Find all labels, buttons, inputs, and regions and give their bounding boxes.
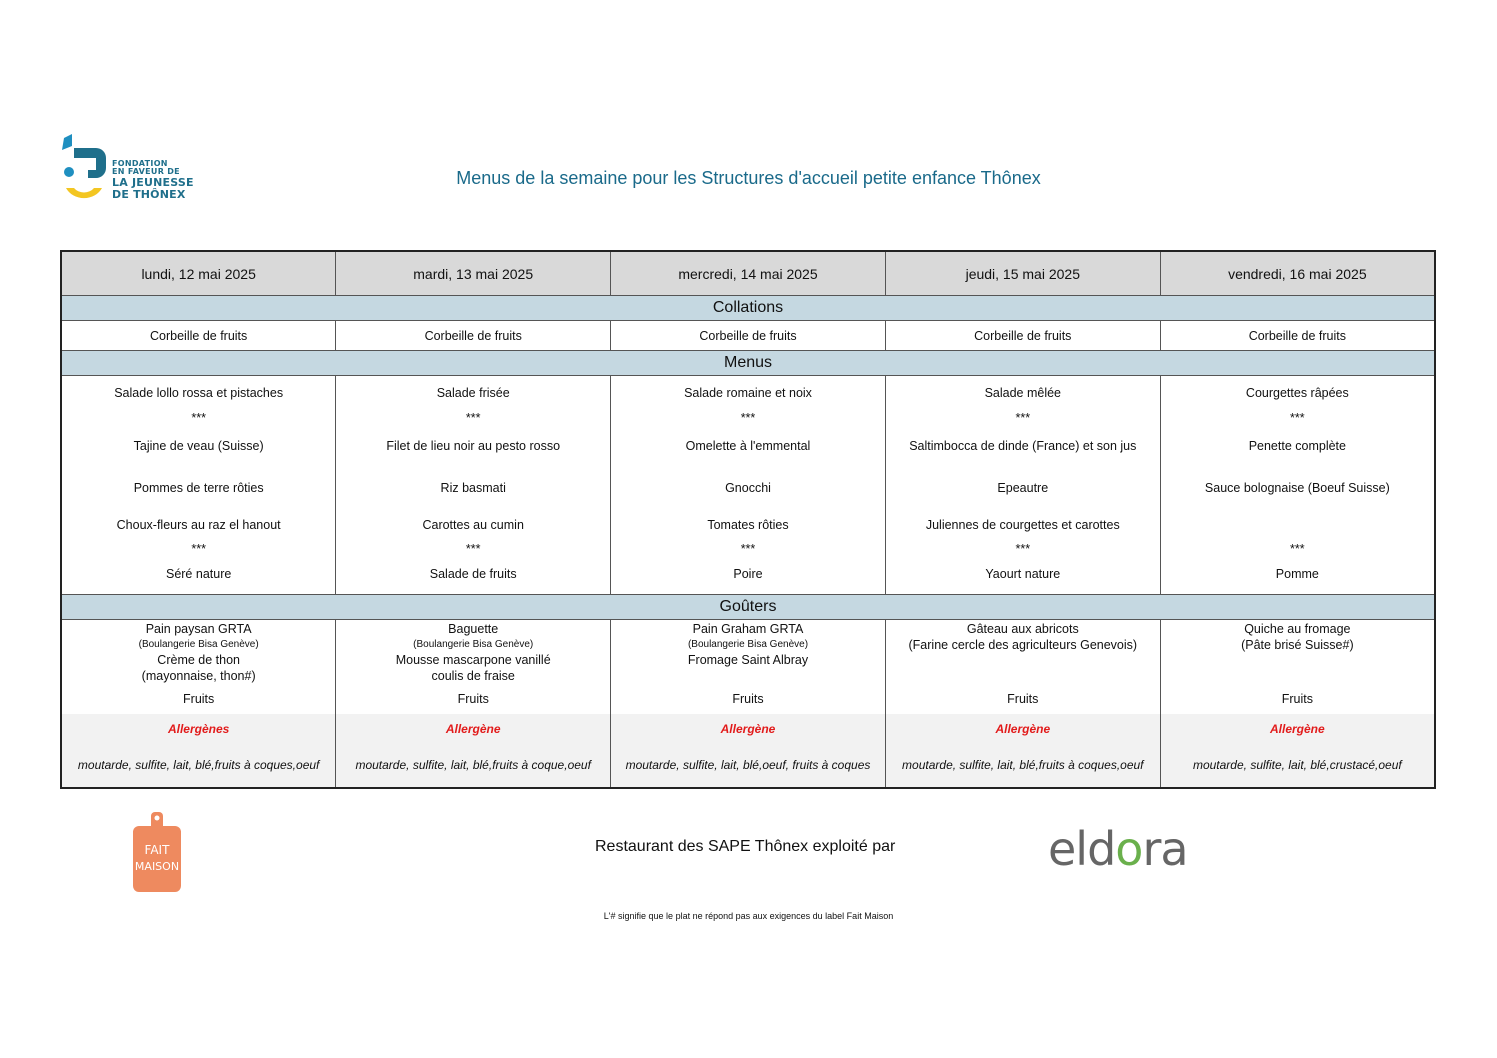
menu-plat: Filet de lieu noir au pesto rosso [386, 439, 561, 453]
gouter-fruits: Fruits [457, 692, 489, 706]
collation-cell: Corbeille de fruits [885, 321, 1160, 351]
page-title: Menus de la semaine pour les Structures d'accueil petite enfance Thônex [456, 168, 1041, 188]
allergen-cell-content [62, 714, 335, 787]
menu-cell-content [611, 376, 885, 594]
org-name-line1: FONDATION [112, 159, 168, 168]
allergen-cell [611, 714, 886, 788]
gouter-cell [885, 620, 1160, 715]
fait-maison-line2: MAISON [134, 860, 180, 873]
allergen-title: Allergène [995, 722, 1051, 736]
gouter-fruits: Fruits [183, 692, 215, 706]
collation-cell: Corbeille de fruits [1160, 321, 1435, 351]
menu-sep1: *** [1290, 411, 1305, 425]
menu-sep2: *** [740, 542, 756, 556]
day-header: jeudi, 15 mai 2025 [885, 251, 1160, 296]
menu-entree: Salade lollo rossa et pistaches [114, 386, 284, 400]
allergen-cell [885, 714, 1160, 788]
gouter-lines [611, 620, 885, 668]
allergen-cell-content [886, 714, 1160, 787]
gouter-lines [336, 620, 610, 684]
days-header-row [61, 251, 1435, 296]
menu-dessert: Poire [733, 567, 763, 581]
allergen-title: Allergène [445, 722, 501, 736]
menu-accomp1: Riz basmati [440, 481, 506, 495]
collation-cell: Corbeille de fruits [61, 321, 336, 351]
menu-dessert: Pomme [1275, 567, 1319, 581]
gouter-line: Baguette [448, 622, 499, 636]
gouter-line: (Boulangerie Bisa Genève) [413, 639, 534, 650]
menu-cell-content [886, 376, 1160, 594]
menu-cell [1160, 376, 1435, 595]
menu-accomp1: Sauce bolognaise (Boeuf Suisse) [1204, 481, 1390, 495]
menu-cell [336, 376, 611, 595]
allergen-cell [61, 714, 336, 788]
menu-dessert: Yaourt nature [985, 567, 1061, 581]
allergen-title: Allergène [720, 722, 776, 736]
gouter-cell-content [1161, 620, 1434, 714]
section-row-menus [61, 351, 1435, 376]
allergen-list: moutarde, sulfite, lait, blé,fruits à coque,oeuf [355, 758, 591, 772]
menu-sep2: *** [465, 542, 481, 556]
menu-accomp1: Gnocchi [725, 481, 771, 495]
menu-table [60, 250, 1436, 789]
section-row-gouters [61, 595, 1435, 620]
gouter-fruits: Fruits [732, 692, 764, 706]
fait-maison-line1: FAIT [144, 843, 170, 857]
gouter-line: (Boulangerie Bisa Genève) [138, 639, 259, 650]
gouter-lines [1161, 620, 1434, 653]
menu-accomp1: Epeautre [997, 481, 1049, 495]
day-header: mercredi, 14 mai 2025 [611, 251, 886, 296]
gouter-line: (Pâte brisé Suisse#) [1241, 638, 1354, 652]
gouter-line: (Boulangerie Bisa Genève) [687, 639, 809, 650]
allergen-list: moutarde, sulfite, lait, blé,oeuf, fruits à coques [625, 758, 871, 772]
allergen-cell [336, 714, 611, 788]
menu-cell [61, 376, 336, 595]
menu-sep1: *** [740, 411, 756, 425]
gouter-fruits: Fruits [1281, 692, 1313, 706]
collation-cell: Corbeille de fruits [611, 321, 886, 351]
allergen-cell [1160, 714, 1435, 788]
gouter-fruits: Fruits [1007, 692, 1039, 706]
allergen-cell-content [1161, 714, 1434, 787]
allergen-list: moutarde, sulfite, lait, blé,fruits à coques,oeuf [77, 758, 320, 772]
allergen-title: Allergène [1270, 722, 1325, 736]
day-header: vendredi, 16 mai 2025 [1160, 251, 1435, 296]
collation-row [61, 321, 1435, 351]
menu-sep1: *** [1015, 411, 1031, 425]
fait-maison-logo [131, 812, 183, 899]
allergen-title: Allergènes [167, 722, 230, 736]
day-header: mardi, 13 mai 2025 [336, 251, 611, 296]
menu-cell [885, 376, 1160, 595]
menu-accomp2: Juliennes de courgettes et carottes [925, 518, 1120, 532]
allergen-cell-content [611, 714, 885, 787]
gouter-cell [1160, 620, 1435, 715]
collation-cell: Corbeille de fruits [336, 321, 611, 351]
section-title-menus: Menus [61, 351, 1435, 376]
menu-sep1: *** [191, 411, 206, 425]
menu-plat: Tajine de veau (Suisse) [133, 439, 264, 453]
gouter-row [61, 620, 1435, 715]
gouter-line: Pain paysan GRTA [145, 622, 252, 636]
eldora-o: o [1115, 822, 1143, 876]
section-row-collations [61, 296, 1435, 321]
gouter-line: (mayonnaise, thon#) [141, 669, 256, 683]
org-name-line4: DE THÔNEX [112, 188, 186, 201]
allergen-list: moutarde, sulfite, lait, blé,crustacé,oeuf [1192, 758, 1402, 772]
menu-accomp2: Tomates rôties [707, 518, 789, 532]
menu-cell-content [62, 376, 335, 594]
menu-dessert: Séré nature [165, 567, 232, 581]
org-name-line2: EN FAVEUR DE [112, 167, 180, 176]
menu-sep2: *** [191, 542, 206, 556]
menu-sep2: *** [1290, 542, 1305, 556]
gouter-lines [62, 620, 335, 684]
gouter-cell-content [611, 620, 885, 714]
menu-cell-content [336, 376, 610, 594]
gouter-line: (Farine cercle des agriculteurs Genevois) [908, 638, 1138, 652]
gouter-line: Gâteau aux abricots [966, 622, 1079, 636]
gouter-cell [611, 620, 886, 715]
menu-entree: Salade romaine et noix [684, 386, 812, 400]
menu-entree: Courgettes râpées [1245, 386, 1349, 400]
menu-sep2: *** [1015, 542, 1031, 556]
allergen-list: moutarde, sulfite, lait, blé,fruits à coques,oeuf [902, 758, 1144, 772]
section-title-gouters: Goûters [61, 595, 1435, 620]
menu-dessert: Salade de fruits [429, 567, 517, 581]
gouter-line: Crème de thon [157, 653, 240, 667]
menu-plat: Saltimbocca de dinde (France) et son jus [909, 439, 1137, 453]
menu-sep1: *** [465, 411, 481, 425]
menu-accomp2: Carottes au cumin [422, 518, 524, 532]
day-header: lundi, 12 mai 2025 [61, 251, 336, 296]
org-name-line3: LA JEUNESSE [112, 176, 194, 189]
gouter-lines [886, 620, 1160, 653]
allergen-cell-content [336, 714, 610, 787]
menu-entree: Salade mêlée [984, 386, 1062, 400]
menu-entree: Salade frisée [436, 386, 510, 400]
restaurant-text: Restaurant des SAPE Thônex exploité par [595, 838, 896, 855]
gouter-line: Pain Graham GRTA [692, 622, 804, 636]
section-title-collations: Collations [61, 296, 1435, 321]
menu-accomp1: Pommes de terre rôties [133, 481, 264, 495]
gouter-line: coulis de fraise [431, 669, 515, 683]
menu-cell-content [1161, 376, 1434, 594]
menu-plat: Omelette à l'emmental [685, 439, 811, 453]
gouter-cell [61, 620, 336, 715]
menu-cell [611, 376, 886, 595]
menu-plat: Penette complète [1248, 439, 1346, 453]
eldora-logo [1048, 822, 1188, 876]
gouter-cell-content [62, 620, 335, 714]
gouter-cell-content [336, 620, 610, 714]
allergens-row [61, 714, 1435, 788]
menu-accomp2: Choux-fleurs au raz el hanout [116, 518, 281, 532]
gouter-line: Mousse mascarpone vanillé [395, 653, 551, 667]
gouter-line: Quiche au fromage [1244, 622, 1351, 636]
gouter-line: Fromage Saint Albray [687, 653, 809, 667]
footnote: L'# signifie que le plat ne répond pas aux exigences du label Fait Maison [603, 911, 894, 921]
menus-row [61, 376, 1435, 595]
gouter-cell-content [886, 620, 1160, 714]
eldora-part1: eld [1048, 822, 1116, 876]
gouter-cell [336, 620, 611, 715]
eldora-part2: ra [1142, 822, 1188, 876]
